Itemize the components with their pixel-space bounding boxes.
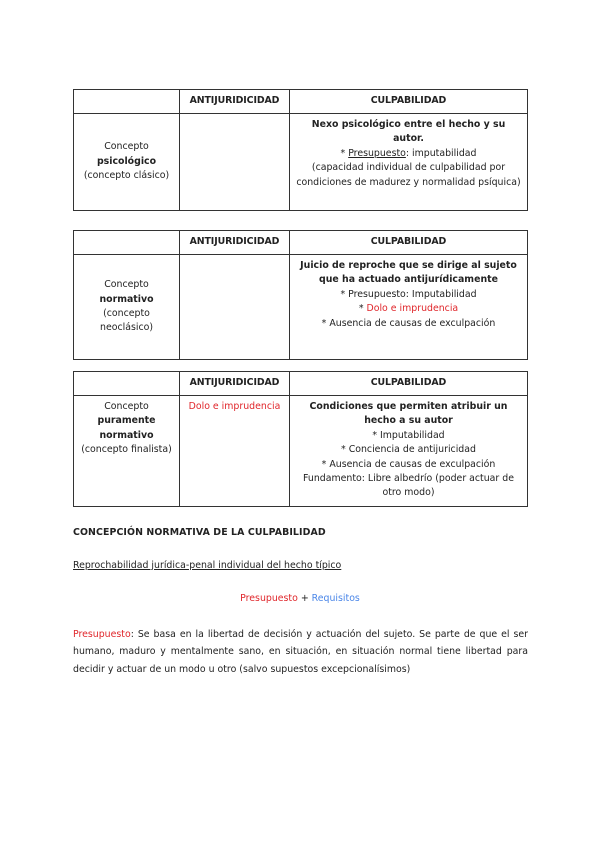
header-empty xyxy=(74,231,180,255)
header-culpabilidad: CULPABILIDAD xyxy=(290,231,528,255)
header-culpabilidad: CULPABILIDAD xyxy=(290,372,528,396)
paragraph-label: Presupuesto xyxy=(73,629,131,640)
section-heading: CONCEPCIÓN NORMATIVA DE LA CULPABILIDAD xyxy=(73,527,326,538)
item-ausencia: * Ausencia de causas de exculpación xyxy=(321,458,496,470)
antijuridicidad-cell xyxy=(180,255,290,360)
table-header-row xyxy=(74,231,528,255)
table-normativo xyxy=(73,230,528,360)
paragraph-text: : Se basa en la libertad de decisión y actuación del sujeto. Se parte de que el ser humano, maduro y mentalmente sano, en situación, en situación normal tiene libertad para decidir y actuar de un modo u otro (salvo supuestos excepcionalísimos) xyxy=(73,629,528,675)
item-fundamento: Fundamento: Libre albedrío (poder actuar de otro modo) xyxy=(303,473,514,499)
table-header-row xyxy=(74,90,528,114)
table-psicologico xyxy=(73,89,528,211)
presupuesto-underlined: Presupuesto xyxy=(348,147,406,159)
table-row xyxy=(74,114,528,211)
antijuridicidad-cell: Dolo e imprudencia xyxy=(180,396,290,507)
culpabilidad-cell xyxy=(290,396,528,507)
concept-cell: Concepto psicológico (concepto clásico) xyxy=(74,114,180,211)
table-row xyxy=(74,255,528,360)
concept-name: psicológico xyxy=(96,155,157,167)
formula-presupuesto: Presupuesto xyxy=(240,593,298,604)
concept-name: puramente normativo xyxy=(97,415,156,441)
culpabilidad-cell: Nexo psicológico entre el hecho y su autor. * Presupuesto: imputabilidad (capacidad individual de culpabilidad por condiciones de madurez y normalidad psíquica) xyxy=(290,114,528,211)
item-ausencia: * Ausencia de causas de exculpación xyxy=(321,317,496,329)
header-antijuridicidad: ANTIJURIDICIDAD xyxy=(180,372,290,396)
header-empty xyxy=(74,372,180,396)
culpabilidad-title: Condiciones que permiten atribuir un hecho a su autor xyxy=(309,401,508,427)
formula-plus: + xyxy=(297,593,312,604)
header-culpabilidad: CULPABILIDAD xyxy=(290,90,528,114)
culpabilidad-title: Juicio de reproche que se dirige al sujeto que ha actuado antijurídicamente xyxy=(300,260,517,286)
section-subtitle: Reprochabilidad jurídica-penal individual del hecho típico xyxy=(73,560,342,571)
item-dolo-imprudencia: Dolo e imprudencia xyxy=(366,303,459,315)
presupuesto-paragraph xyxy=(73,626,528,678)
culpabilidad-title: Nexo psicológico entre el hecho y su autor. xyxy=(311,119,506,145)
header-empty xyxy=(74,90,180,114)
culpabilidad-cell: Juicio de reproche que se dirige al sujeto que ha actuado antijurídicamente * Presupuesto: Imputabilidad * Dolo e imprudencia * Ausencia de causas de exculpación xyxy=(290,255,528,360)
concept-cell: Concepto puramente normativo (concepto finalista) xyxy=(74,396,180,507)
concept-cell: Concepto normativo (concepto neoclásico) xyxy=(74,255,180,360)
header-antijuridicidad: ANTIJURIDICIDAD xyxy=(180,90,290,114)
item-presupuesto: * Presupuesto: Imputabilidad xyxy=(340,288,477,300)
concept-name: normativo xyxy=(99,293,154,305)
item-conciencia: * Conciencia de antijuricidad xyxy=(341,444,476,456)
table-row xyxy=(74,396,528,507)
header-antijuridicidad: ANTIJURIDICIDAD xyxy=(180,231,290,255)
table-header-row xyxy=(74,372,528,396)
formula-requisitos: Requisitos xyxy=(311,593,360,604)
table-puramente-normativo xyxy=(73,371,528,507)
item-imputabilidad: * Imputabilidad xyxy=(372,429,445,441)
formula xyxy=(0,593,600,604)
antijuridicidad-cell xyxy=(180,114,290,211)
